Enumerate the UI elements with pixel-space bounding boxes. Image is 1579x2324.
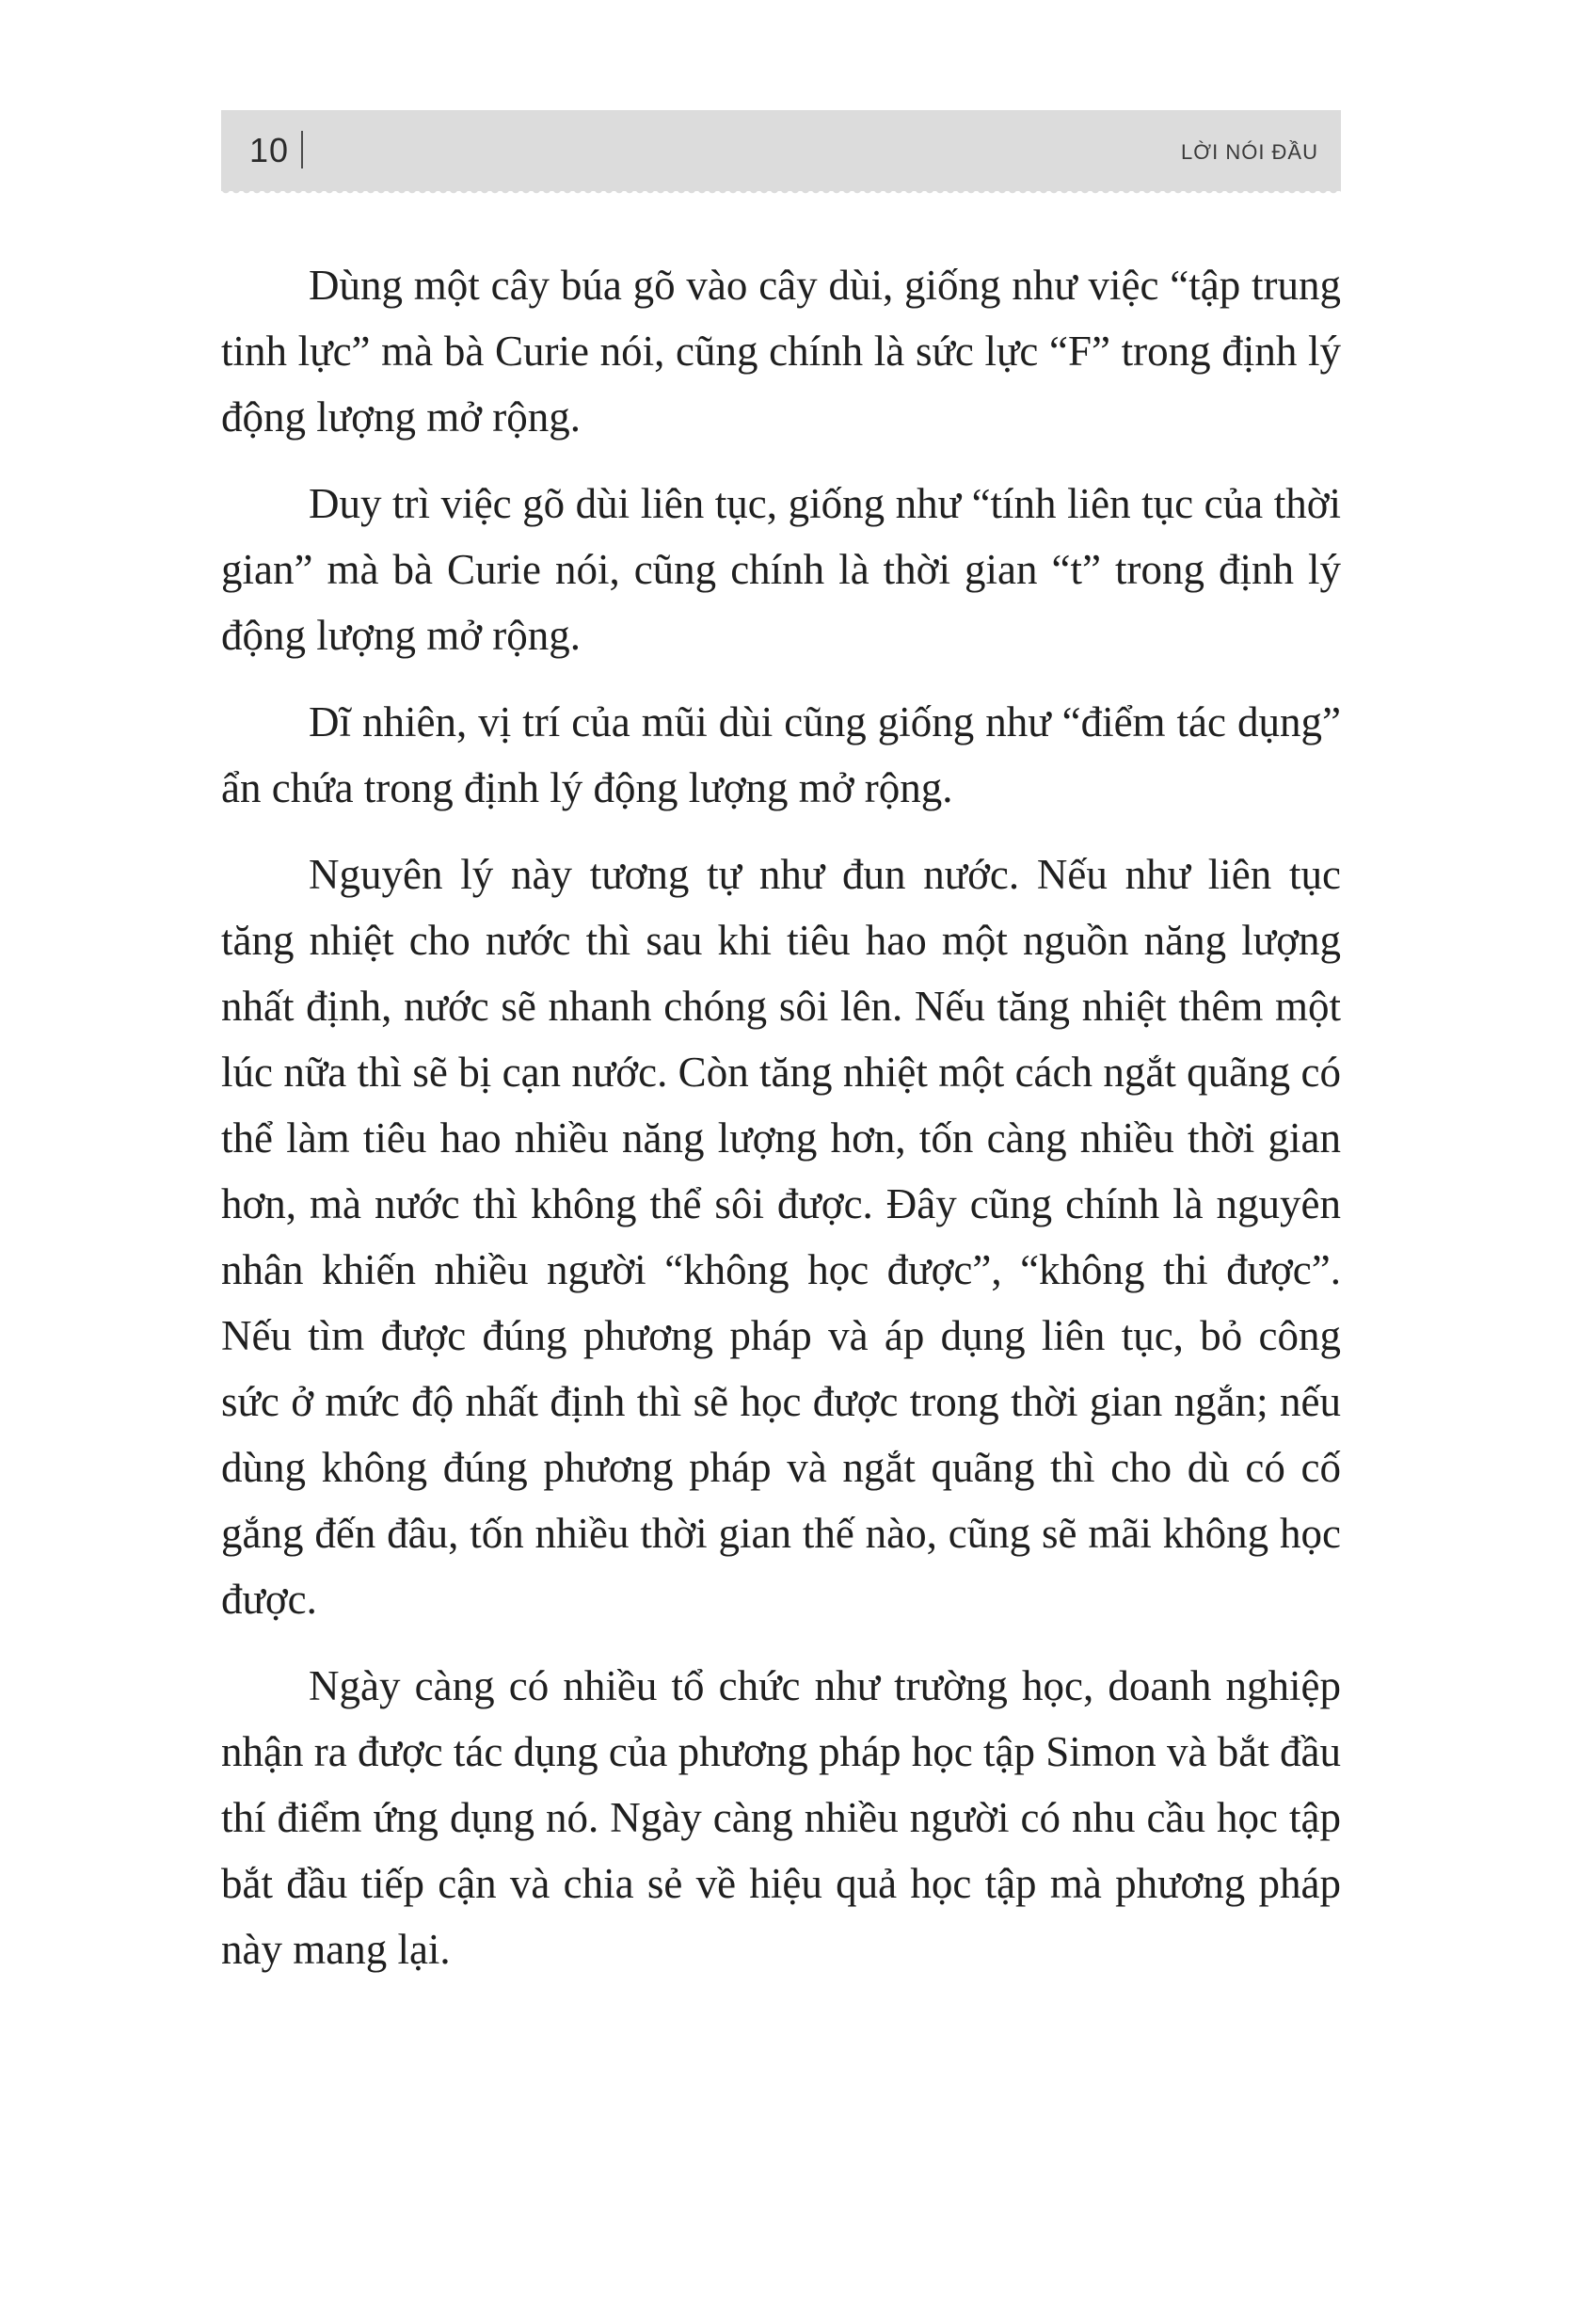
paragraph-2: Duy trì việc gõ dùi liên tục, giống như “tính liên tục của thời gian” mà bà Curie nói, cũng chính là thời gian “t” trong định lý động lượng mở rộng. [221,480,1341,659]
page-body [221,252,1341,2003]
header-divider [301,131,303,168]
paragraph-1: Dùng một cây búa gõ vào cây dùi, giống như việc “tập trung tinh lực” mà bà Curie nói, cũng chính là sức lực “F” trong định lý động lượng mở rộng. [221,262,1341,441]
paragraph-5: Ngày càng có nhiều tổ chức như trường học, doanh nghiệp nhận ra được tác dụng của phương pháp học tập Simon và bắt đầu thí điểm ứng dụng nó. Ngày càng nhiều người có nhu cầu học tập bắt đầu tiếp cận và chia sẻ về hiệu quả học tập mà phương pháp này mang lại. [221,1662,1341,1973]
chapter-title: LỜI NÓI ĐẦU [1181,140,1318,164]
paragraph-3: Dĩ nhiên, vị trí của mũi dùi cũng giống như “điểm tác dụng” ẩn chứa trong định lý động lượng mở rộng. [221,698,1341,811]
running-header [221,110,1341,191]
page-number: 10 [249,131,290,169]
paragraph-4: Nguyên lý này tương tự như đun nước. Nếu như liên tục tăng nhiệt cho nước thì sau khi tiêu hao một nguồn năng lượng nhất định, nước sẽ nhanh chóng sôi lên. Nếu tăng nhiệt thêm một lúc nữa thì sẽ bị cạn nước. Còn tăng nhiệt một cách ngắt quãng có thể làm tiêu hao nhiều năng lượng hơn, tốn càng nhiều thời gian hơn, mà nước thì không thể sôi được. Đây cũng chính là nguyên nhân khiến nhiều người “không học được”, “không thi được”. Nếu tìm được đúng phương pháp và áp dụng liên tục, bỏ công sức ở mức độ nhất định thì sẽ học được trong thời gian ngắn; nếu dùng không đúng phương pháp và ngắt quãng thì cho dù có cố gắng đến đâu, tốn nhiều thời gian thế nào, cũng sẽ mãi không học được. [221,851,1341,1623]
